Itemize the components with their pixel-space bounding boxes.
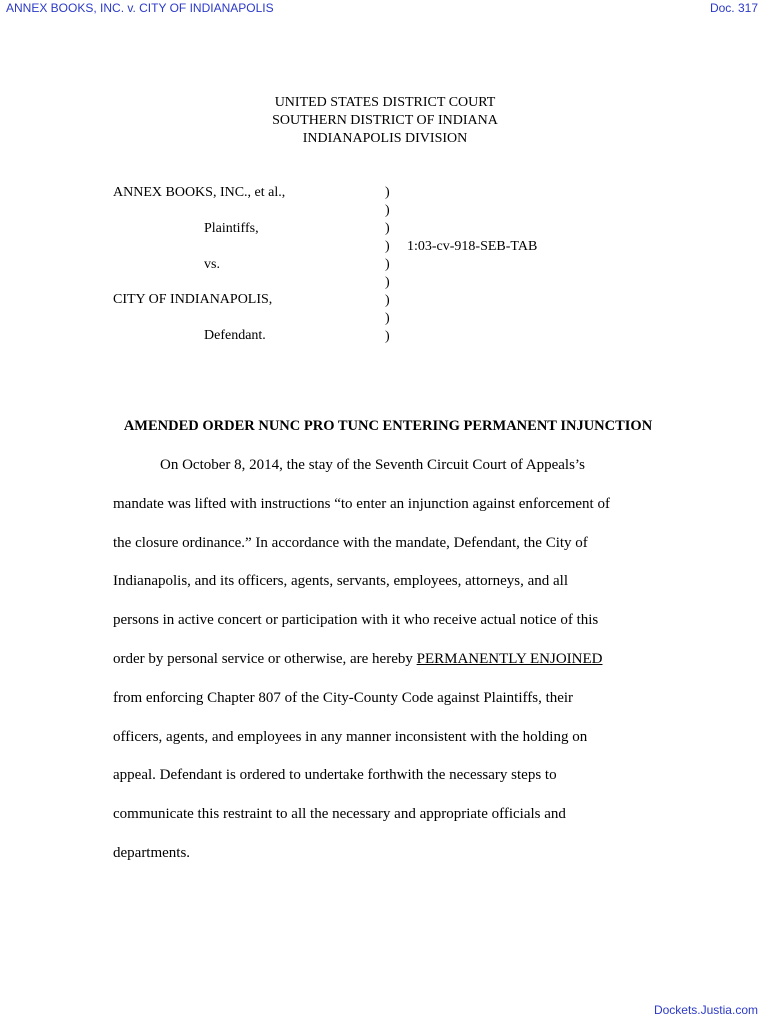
body-line: mandate was lifted with instructions “to enter an injunction against enforcement of	[113, 495, 610, 512]
permanently-enjoined-text: PERMANENTLY ENJOINED	[416, 650, 603, 667]
caption-paren: )	[385, 311, 390, 326]
body-line: communicate this restraint to all the necessary and appropriate officials and	[113, 806, 566, 823]
body-line: the closure ordinance.” In accordance with the mandate, Defendant, the City of	[113, 534, 588, 551]
court-heading	[0, 94, 770, 148]
caption-paren: )	[385, 329, 390, 344]
defendant-name: CITY OF INDIANAPOLIS,	[113, 292, 273, 307]
body-line	[113, 646, 673, 685]
caption-paren: )	[385, 293, 390, 308]
case-number: 1:03-cv-918-SEB-TAB	[407, 239, 538, 254]
court-name: UNITED STATES DISTRICT COURT	[274, 95, 496, 110]
plaintiff-name: ANNEX BOOKS, INC., et al.,	[113, 185, 286, 200]
caption-paren: )	[385, 221, 390, 236]
court-division: INDIANAPOLIS DIVISION	[302, 131, 468, 146]
justia-footer-link[interactable]: Dockets.Justia.com	[653, 1003, 758, 1017]
body-text-span: order by personal service or otherwise, are hereby	[113, 650, 417, 667]
case-caption	[113, 184, 633, 354]
order-body	[113, 452, 673, 879]
doc-number-link[interactable]: Doc. 317	[709, 1, 758, 15]
body-line: departments.	[113, 844, 191, 861]
caption-paren: )	[385, 185, 390, 200]
plaintiff-role: Plaintiffs,	[204, 221, 259, 236]
body-line: On October 8, 2014, the stay of the Seventh Circuit Court of Appeals’s	[160, 457, 585, 473]
body-line: Indianapolis, and its officers, agents, servants, employees, attorneys, and all	[113, 573, 569, 590]
caption-paren: )	[385, 275, 390, 290]
body-line: from enforcing Chapter 807 of the City-County Code against Plaintiffs, their	[113, 689, 574, 706]
body-line: officers, agents, and employees in any manner inconsistent with the holding on	[113, 728, 588, 745]
defendant-role: Defendant.	[204, 328, 266, 343]
caption-paren: )	[385, 239, 390, 254]
body-line: appeal. Defendant is ordered to undertake forthwith the necessary steps to	[113, 767, 557, 784]
case-title-link[interactable]: ANNEX BOOKS, INC. v. CITY OF INDIANAPOLIS	[6, 1, 274, 15]
caption-paren: )	[385, 257, 390, 272]
body-line: persons in active concert or participation with it who receive actual notice of this	[113, 612, 599, 629]
caption-paren: )	[385, 203, 390, 218]
versus-label: vs.	[204, 257, 220, 272]
order-title: AMENDED ORDER NUNC PRO TUNC ENTERING PERMANENT INJUNCTION	[123, 418, 653, 434]
court-district: SOUTHERN DISTRICT OF INDIANA	[272, 113, 498, 128]
caption-paren-column	[385, 184, 397, 346]
